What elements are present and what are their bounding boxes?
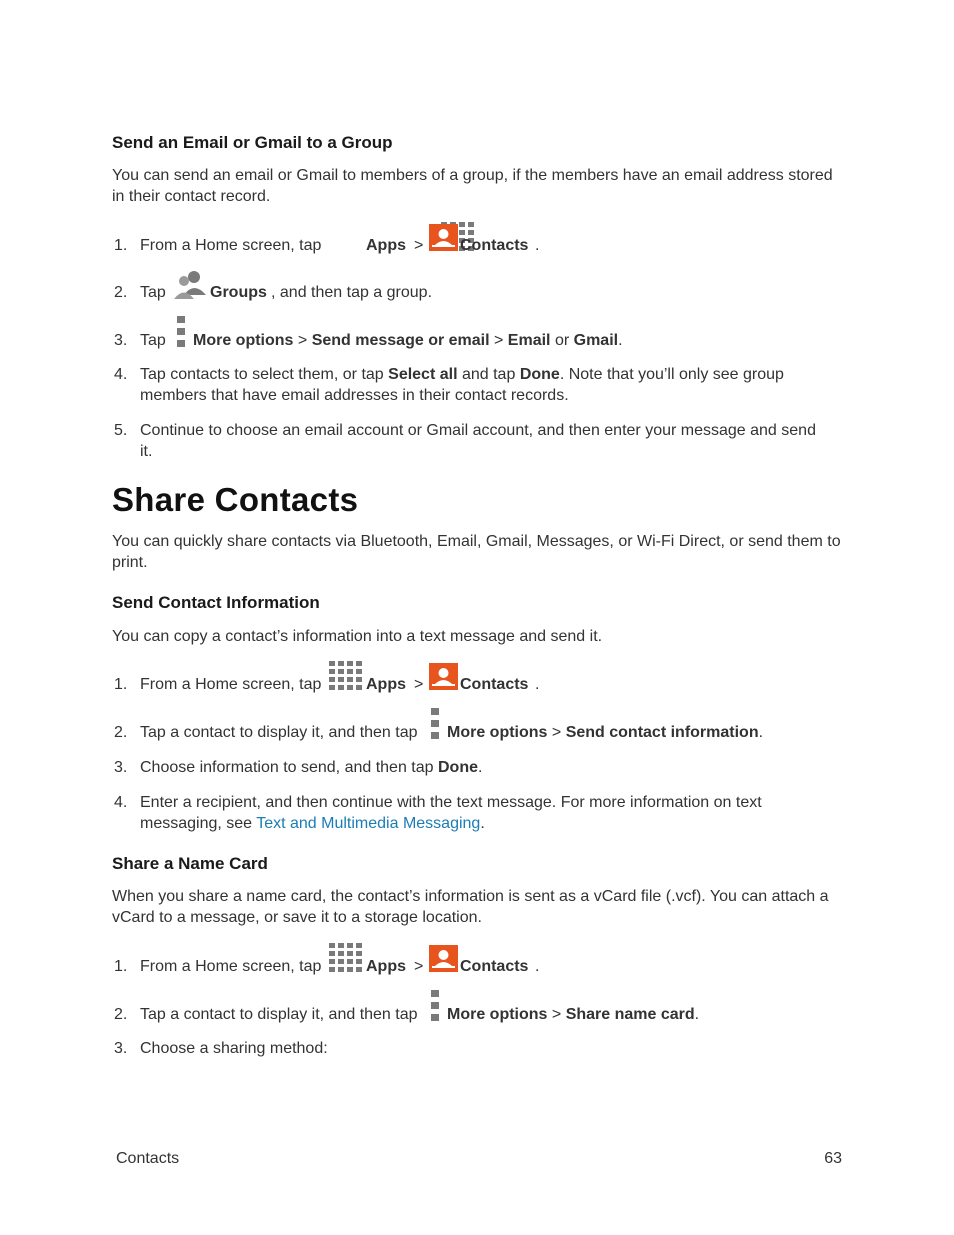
section-heading-share-name-card: Share a Name Card [112, 854, 268, 873]
apps-label: Apps [366, 237, 406, 254]
intro-send-contact-info: You can copy a contact’s information into a text message and send it. [112, 628, 603, 645]
apps-grid-icon [329, 943, 364, 973]
footer-section-name: Contacts [116, 1150, 180, 1167]
apps-grid-icon [329, 661, 364, 691]
page-title: Share Contacts [112, 481, 359, 518]
intro-share-name-card: When you share a name card, the contact’s information is sent as a vCard file (.vcf). You can attach a vCard to a message, or save it to a storage location. [112, 888, 829, 926]
contacts-icon [429, 224, 458, 251]
groups-label: Groups [210, 284, 267, 301]
footer-page-number: 63 [824, 1150, 842, 1167]
groups-icon [172, 269, 208, 301]
text-multimedia-messaging-link[interactable]: Text and Multimedia Messaging [256, 815, 481, 832]
more-options-icon [431, 708, 440, 740]
contacts-icon [429, 945, 458, 972]
intro-share-contacts: You can quickly share contacts via Bluetooth, Email, Gmail, Messages, or Wi-Fi Direct, or send them to print. [112, 533, 841, 571]
intro-email-group: You can send an email or Gmail to members of a group, if the members have an email address stored in their contact record. [112, 167, 833, 205]
contacts-label: Contacts [460, 958, 529, 975]
section-heading-send-contact-info: Send Contact Information [112, 593, 320, 612]
apps-label: Apps [366, 958, 406, 975]
more-options-icon [177, 316, 186, 348]
contacts-label: Contacts [460, 676, 529, 693]
section-heading-email-group: Send an Email or Gmail to a Group [112, 133, 393, 152]
apps-label: Apps [366, 676, 406, 693]
contacts-label: Contacts [460, 237, 529, 254]
more-options-icon [431, 990, 440, 1022]
contacts-icon [429, 663, 458, 690]
